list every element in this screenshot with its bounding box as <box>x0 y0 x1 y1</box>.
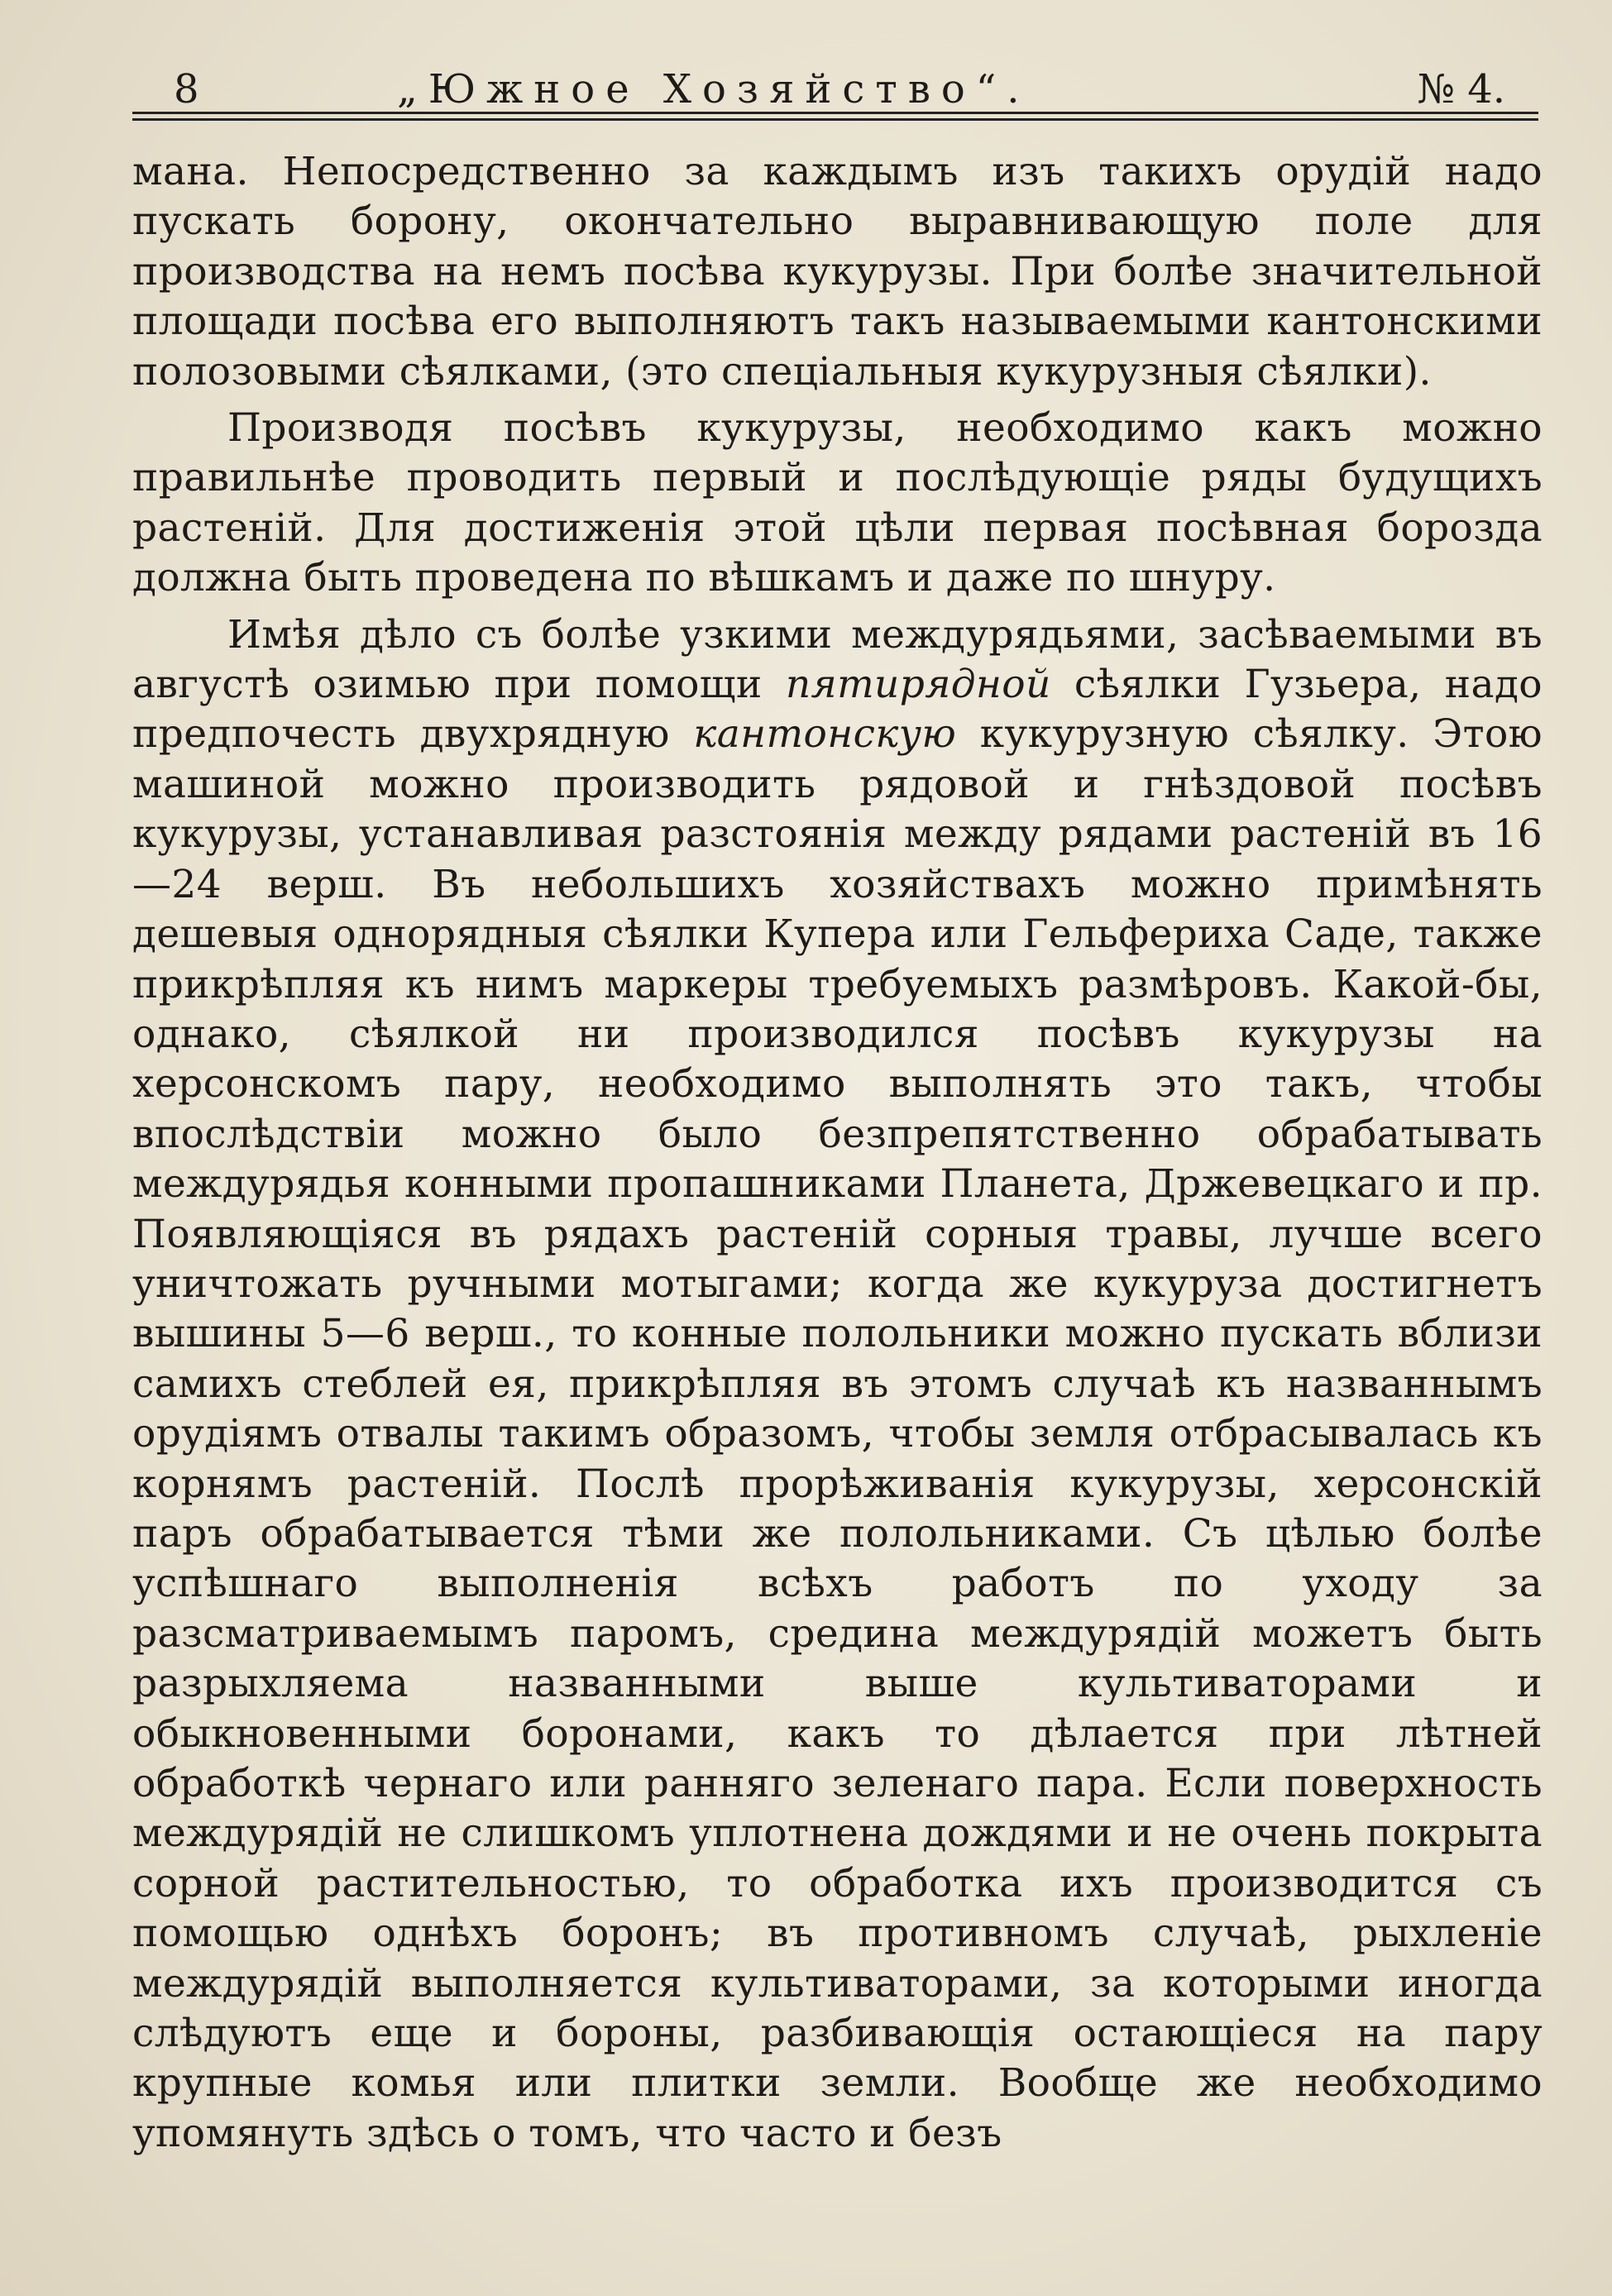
header-rule-bottom <box>132 118 1538 121</box>
issue-number: № 4. <box>1417 66 1505 112</box>
paragraph-2-text: Производя посѣвъ кукурузы, необходимо какъ можно правильнѣе проводить первый и послѣдующіе ряды будущихъ растеній. Для достиженія этой цѣли первая посѣвная борозда должна быть проведена по вѣшкамъ и даже по шнуру. <box>132 405 1543 601</box>
paragraph-2 <box>132 404 1543 604</box>
paragraph-3-italic-term-2: кантонскую <box>693 711 957 758</box>
journal-title: „Южное Хозяйство“. <box>397 66 1031 112</box>
running-header <box>132 65 1538 114</box>
article-body <box>132 147 1543 2159</box>
paragraph-3 <box>132 610 1543 2160</box>
paragraph-3-italic-term-1: пятирядной <box>785 662 1051 708</box>
paragraph-3-text-part-3: кукурузную сѣялку. Этою машиной можно производить рядовой и гнѣздовой посѣвъ кукурузы, устанавливая разстоянія между рядами растеній въ 16—24 верш. Въ небольшихъ хозяйствахъ можно примѣнять дешевыя однорядныя сѣялки Купера или Гельфериха Саде, также прикрѣпляя къ нимъ маркеры требуемыхъ размѣровъ. Какой-бы, однако, сѣялкой ни производился посѣвъ кукурузы на херсонскомъ пару, необходимо выполнять это такъ, чтобы впослѣдствіи можно было безпрепятственно обрабатывать междурядья конными пропашниками Планета, Држевецкаго и пр. Появляющіяся въ рядахъ растеній сорныя травы, лучше всего уничтожать ручными мотыгами; когда же кукуруза достигнетъ вышины 5—6 верш., то конные полольники можно пускать вблизи самихъ стеблей ея, прикрѣпляя въ этомъ случаѣ къ названнымъ орудіямъ отвалы такимъ образомъ, чтобы земля отбрасывалась къ корнямъ растеній. Послѣ прорѣживанія кукурузы, херсонскій паръ обрабатывается тѣми же полольниками. Съ цѣлью болѣе успѣшнаго выполненія всѣхъ работъ по уходу за разсматриваемымъ паромъ, средина междурядій можетъ быть разрыхляема названными выше культиваторами и обыкновенными боронами, какъ то дѣлается при лѣтней обработкѣ чернаго или ранняго зеленаго пара. Если поверхность междурядій не слишкомъ уплотнена дождями и не очень покрыта сорной растительностью, то обработка ихъ производится съ помощью однѣхъ боронъ; въ противномъ случаѣ, рыхленіе междурядій выполняется культиваторами, за которыми иногда слѣдуютъ еще и бороны, разбивающія остающіеся на пару крупные комья или плитки земли. Вообще же необходимо упомянуть здѣсь о томъ, что часто и безъ <box>132 711 1543 2156</box>
paragraph-1 <box>132 147 1543 397</box>
paragraph-3-text-part-2: сѣялки Гузьера, надо предпочесть двухрядную <box>132 662 1543 758</box>
paragraph-1-text: мана. Непосредственно за каждымъ изъ такихъ орудій надо пускать борону, окончательно выравнивающую поле для производства на немъ посѣва кукурузы. При болѣе значительной площади посѣва его выполняютъ такъ называемыми кантонскими полозовыми сѣялками, (это спеціальныя кукурузныя сѣялки). <box>132 149 1543 395</box>
page-number: 8 <box>174 66 199 112</box>
header-rule-top <box>132 112 1538 114</box>
paragraph-3-text-part-1: Имѣя дѣло съ болѣе узкими междурядьями, засѣваемыми въ августѣ озимью при помощи <box>132 611 1543 708</box>
